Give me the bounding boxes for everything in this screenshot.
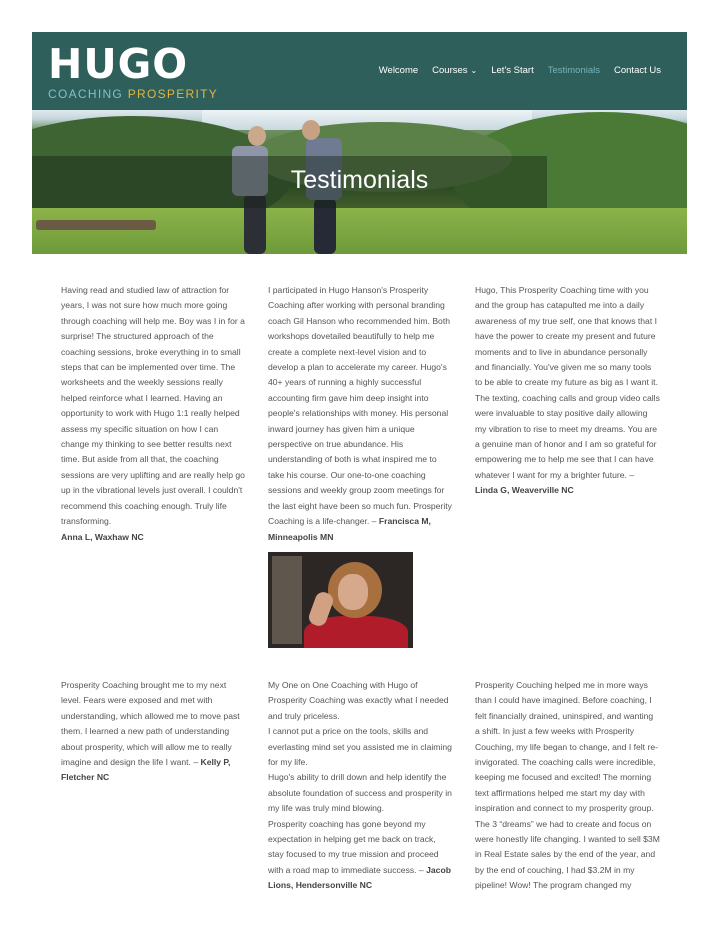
nav-lets-start[interactable]: Let's Start	[491, 65, 534, 76]
nav-testimonials[interactable]: Testimonials	[547, 65, 600, 76]
photo-subject	[338, 574, 368, 610]
testimonial-card	[268, 283, 453, 545]
testimonial-author: Jacob Lions, Hendersonville NC	[268, 864, 451, 891]
hero-log	[36, 220, 156, 230]
testimonial-line: I cannot put a price on the tools, skills and everlasting mind set you assisted me in claiming for my life.	[268, 726, 452, 768]
testimonial-card	[475, 283, 660, 499]
nav-courses[interactable]	[432, 65, 477, 76]
site-logo[interactable]	[48, 40, 219, 101]
testimonial-text	[61, 283, 246, 545]
testimonial-body: Prosperity Coaching brought me to my next level. Fears were exposed and met with understanding, which allowed me to move past them. I learned a new path of understanding about prosperity, which will allow me to really imagine and design the life I want. –	[61, 680, 240, 768]
testimonial-line: Hugo's ability to drill down and help identify the absolute foundation of success and prosperity in my life was truly mind blowing.	[268, 772, 452, 814]
photo-background	[272, 556, 302, 644]
testimonial-text	[268, 283, 453, 545]
logo-tagline-prosperity: PROSPERITY	[127, 87, 219, 101]
testimonial-text	[268, 817, 453, 894]
hero-person	[248, 126, 266, 146]
testimonial-author: Linda G, Weaverville NC	[475, 485, 574, 496]
testimonial-card	[61, 678, 246, 786]
testimonial-photo	[268, 552, 413, 648]
testimonial-author: Anna L, Waxhaw NC	[61, 531, 144, 542]
testimonial-text: Prosperity Couching helped me in more ways than I could have imagined. Before coaching, I felt financially drained, uninspired, and wanting a shift. In just a few weeks with Prosperity Couching, my life began to change, and I felt re-invigorated. The coaching calls were incredible, keeping me focused and excited! The morning text affirmations helped me start my day with inspiration and connect to my prosperity group. The 3 “dreams” we had to create and focus on were honestly life changing. I wanted to sell $3M in Real Estate sales by the end of the year, and by the end of couching, I had $3.2M in my pipeline! Wow! The program changed my	[475, 680, 660, 891]
testimonial-body: I participated in Hugo Hanson's Prosperity Coaching after working with personal branding coach Gil Hanson who recommended him. Both workshops dovetailed beautifully to help me create a complete next-level vision and to develop a plan to accelerate my career. Hugo's 40+ years of running a highly successful accounting firm gave him deep insight into people's relationships with money. His personal inward journey has given him a unique perspective on true abundance. His understanding of both is what inspired me to take his course. Our one-to-one coaching sessions and weekly group zoom meetings for the last eight have been so much fun. Prosperity Coaching is a life-changer. –	[268, 285, 452, 527]
hero-person	[302, 120, 320, 140]
testimonial-body: Having read and studied law of attraction for years, I was not sure how much more going through coaching will help me. Boy was I in for a surprise! The structured approach of the coaching sessions, broke everything in to small steps that can be implemented over time. The worksheets and the weekly sessions really helped reinforce what I learned. Having an opportunity to work with Hugo 1:1 really helped assess my specific situation on how I can change my thinking to see better results next time. But aside from all that, the coaching sessions are very uplifting and are really help go up in the vibrational levels just overall. I couldn't recommend this coaching enough. Truly life transforming.	[61, 285, 245, 527]
logo-wordmark: HUGO	[48, 40, 189, 88]
testimonial-text	[475, 283, 660, 499]
hero-banner	[32, 110, 687, 254]
nav-courses-label: Courses	[432, 65, 468, 76]
main-nav	[379, 65, 661, 76]
testimonial-body: Hugo, This Prosperity Coaching time with you and the group has catapulted me into a daily awareness of my true self, one that knows that I have the power to create my present and future moments and to live in abundance personally and financially. You've given me so many tools to be able to create my future as big as I want it. The texting, coaching calls and group video calls were invaluable to stay positive daily allowing my vibration to rise to meet my dreams. You are a genuine man of honor and I am so grateful for empowering me to help me see that I can have whatever I want for my a brighter future. –	[475, 285, 660, 480]
page-frame	[32, 32, 687, 902]
testimonial-line: My One on One Coaching with Hugo of Prosperity Coaching was exactly what I needed and truly priceless.	[268, 680, 449, 721]
chevron-down-icon: ⌄	[470, 66, 478, 75]
testimonial-card	[475, 678, 660, 894]
testimonial-card	[268, 678, 453, 894]
nav-welcome[interactable]: Welcome	[378, 65, 419, 76]
testimonial-author: Kelly P, Fletcher NC	[61, 757, 231, 783]
hero-grass	[32, 208, 687, 254]
testimonial-card	[61, 283, 246, 545]
page-title: Testimonials	[290, 166, 429, 194]
testimonial-body: Prosperity coaching has gone beyond my expectation in helping get me back on track, stay focused to my true mission and proceed with a road map to immediate success. –	[268, 818, 439, 875]
nav-contact-us[interactable]: Contact Us	[614, 65, 661, 76]
logo-tagline-coaching: COACHING	[48, 87, 128, 101]
testimonial-author: Francisca M, Minneapolis MN	[268, 516, 431, 542]
logo-tagline	[48, 87, 218, 101]
site-header	[32, 32, 687, 110]
testimonial-text	[61, 678, 246, 786]
